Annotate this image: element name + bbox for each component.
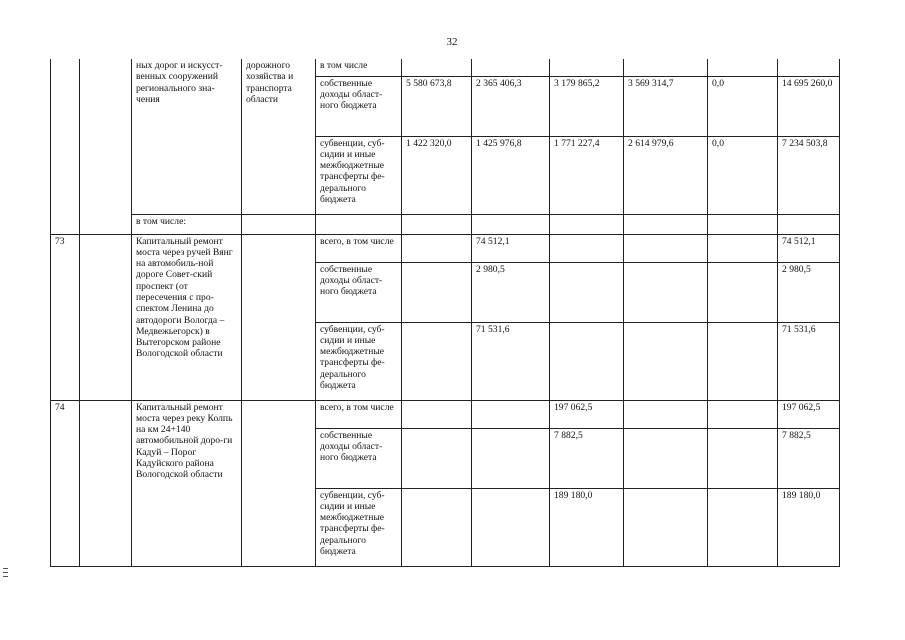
value-cell: 197 062,5 [550,400,624,428]
value-cell: 14 695 260,0 [778,76,840,136]
value-cell [472,488,550,566]
value-cell: 0,0 [708,136,778,214]
value-cell [708,428,778,488]
value-cell: 71 531,6 [778,322,840,400]
value-cell: 2 980,5 [778,262,840,322]
object-name: ных дорог и искусст-венных сооружений регионального зна-чения [132,59,242,214]
recipient-cell [242,234,316,400]
value-cell [708,488,778,566]
value-cell [624,262,708,322]
including-label: в том числе: [132,214,242,234]
value-cell [472,400,550,428]
value-cell [708,234,778,262]
value-cell [550,262,624,322]
value-cell [402,234,472,262]
value-cell [550,322,624,400]
value-cell: 0,0 [708,76,778,136]
value-cell [778,59,840,76]
value-cell: 3 569 314,7 [624,76,708,136]
row-number: 73 [51,234,80,400]
code-cell [80,234,132,400]
source-cell: собственные доходы област-ного бюджета [316,428,402,488]
value-cell: 1 422 320,0 [402,136,472,214]
value-cell [472,428,550,488]
source-cell: субвенции, суб-сидии и иные межбюджетные трансферты фе-дерального бюджета [316,136,402,214]
value-cell [624,322,708,400]
value-cell: 7 882,5 [550,428,624,488]
value-cell [624,59,708,76]
value-cell: 1 771 227,4 [550,136,624,214]
source-cell: в том числе [316,59,402,76]
value-cell [624,428,708,488]
table-row [51,214,840,234]
value-cell: 71 531,6 [472,322,550,400]
num-cell [51,59,80,234]
value-cell [550,59,624,76]
value-cell: 74 512,1 [472,234,550,262]
value-cell: 2 365 406,3 [472,76,550,136]
value-cell [402,400,472,428]
source-cell: субвенции, суб-сидии и иные межбюджетные трансферты фе-дерального бюджета [316,322,402,400]
value-cell [402,322,472,400]
table-row [51,400,840,428]
value-cell: 5 580 673,8 [402,76,472,136]
value-cell [708,262,778,322]
scan-edge-marks [3,568,8,580]
source-cell: всего, в том числе [316,234,402,262]
value-cell [708,59,778,76]
value-cell [624,400,708,428]
value-cell: 189 180,0 [778,488,840,566]
value-cell [550,234,624,262]
value-cell [402,428,472,488]
value-cell: 2 980,5 [472,262,550,322]
value-cell [402,262,472,322]
source-cell: субвенции, суб-сидии и иные межбюджетные трансферты фе-дерального бюджета [316,488,402,566]
recipient-cell: дорожного хозяйства и транспорта области [242,59,316,214]
value-cell [708,322,778,400]
source-cell: всего, в том числе [316,400,402,428]
source-cell: собственные доходы област-ного бюджета [316,262,402,322]
row-number: 74 [51,400,80,566]
code-cell [80,400,132,566]
value-cell [708,400,778,428]
table-row [51,59,840,76]
value-cell: 74 512,1 [778,234,840,262]
page-number: 32 [446,36,458,48]
value-cell: 1 425 976,8 [472,136,550,214]
code-cell [80,59,132,234]
value-cell [624,234,708,262]
value-cell [624,488,708,566]
value-cell: 7 234 503,8 [778,136,840,214]
table-row [51,234,840,262]
value-cell [402,59,472,76]
recipient-cell [242,400,316,566]
object-name: Капитальный ремонт моста через ручей Вянг на автомобиль-ной дороге Совет-ский проспект (от пересечения с про-спектом Ленина до автодороги Вологда – Медвежьегорск) в Вытегорском районе Вологодской области [132,234,242,400]
value-cell: 3 179 865,2 [550,76,624,136]
value-cell: 189 180,0 [550,488,624,566]
value-cell: 2 614 979,6 [624,136,708,214]
object-name: Капитальный ремонт моста через реку Колпь на км 24+140 автомобильной доро-ги Кадуй – Порог Кадуйского района Вологодской области [132,400,242,566]
value-cell [402,488,472,566]
budget-table [50,59,840,567]
value-cell: 7 882,5 [778,428,840,488]
source-cell: собственные доходы област-ного бюджета [316,76,402,136]
value-cell: 197 062,5 [778,400,840,428]
value-cell [472,59,550,76]
